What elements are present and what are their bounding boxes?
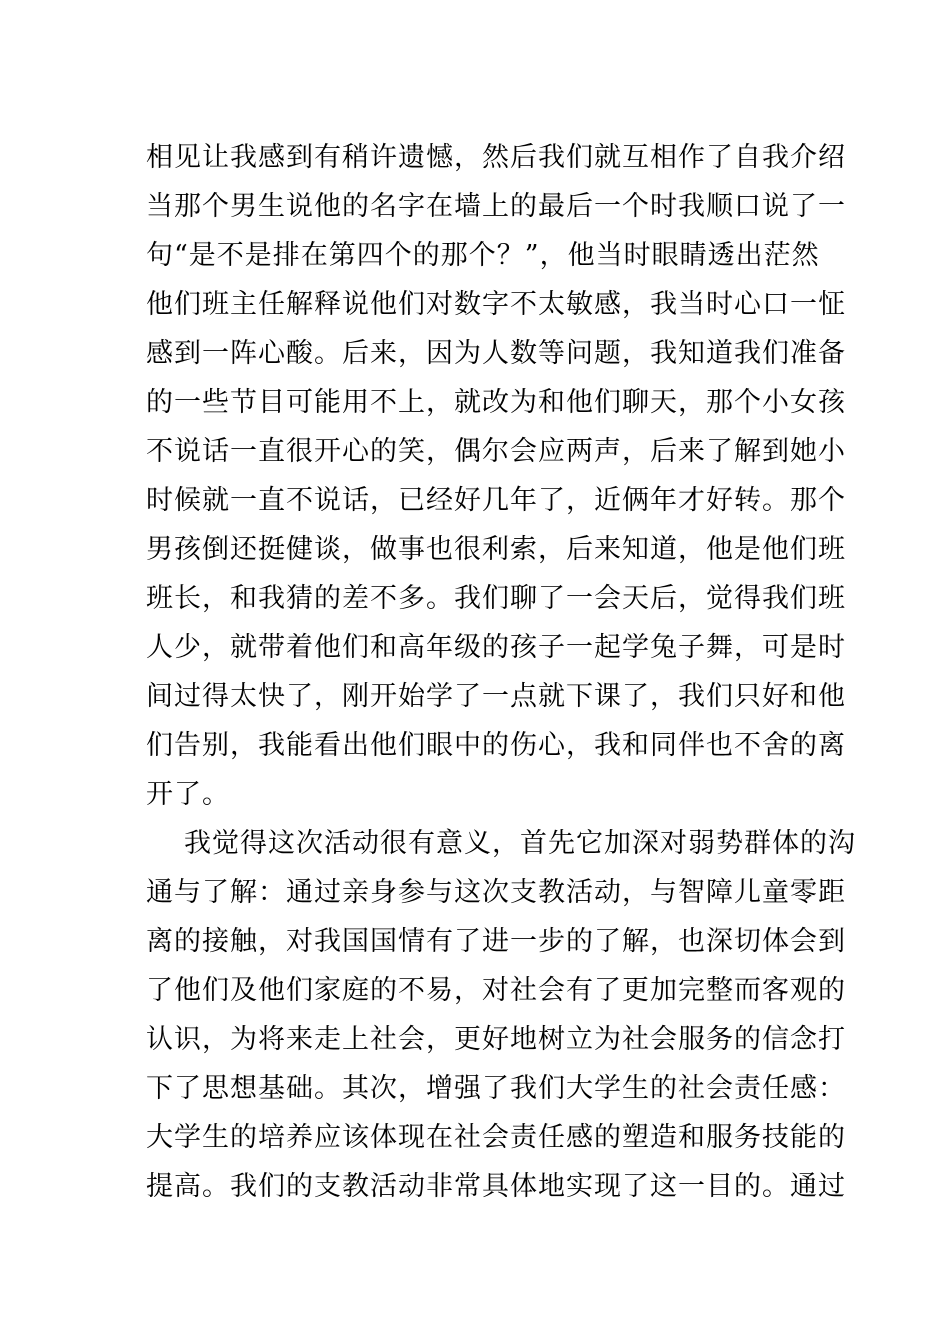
text-line: 相见让我感到有稍许遗憾，然后我们就互相作了自我介绍 xyxy=(146,142,846,173)
text-line: 大学生的培养应该体现在社会责任感的塑造和服务技能的 xyxy=(146,1122,846,1153)
text-line: 他们班主任解释说他们对数字不太敏感，我当时心口一怔 xyxy=(146,289,846,320)
text-line: 男孩倒还挺健谈，做事也很利索，后来知道，他是他们班 xyxy=(146,534,846,565)
text-line: 我觉得这次活动很有意义，首先它加深对弱势群体的沟 xyxy=(184,828,856,859)
text-line: 认识，为将来走上社会，更好地树立为社会服务的信念打 xyxy=(146,1024,846,1055)
text-line: 不说话一直很开心的笑，偶尔会应两声，后来了解到她小 xyxy=(146,436,846,467)
text-line: 当那个男生说他的名字在墙上的最后一个时我顺口说了一 xyxy=(146,191,846,222)
text-line: 句“是不是排在第四个的那个？”，他当时眼睛透出茫然 xyxy=(146,240,820,271)
text-line: 时候就一直不说话，已经好几年了，近俩年才好转。那个 xyxy=(146,485,846,516)
text-line: 开了。 xyxy=(146,779,230,810)
document-body xyxy=(146,133,856,1211)
text-line: 班长，和我猜的差不多。我们聊了一会天后，觉得我们班 xyxy=(146,583,846,614)
paragraph-1 xyxy=(146,133,846,819)
text-line: 人少，就带着他们和高年级的孩子一起学兔子舞，可是时 xyxy=(146,632,846,663)
text-line: 间过得太快了，刚开始学了一点就下课了，我们只好和他 xyxy=(146,681,846,712)
text-line: 提高。我们的支教活动非常具体地实现了这一目的。通过 xyxy=(146,1171,846,1202)
text-line: 们告别，我能看出他们眼中的伤心，我和同伴也不舍的离 xyxy=(146,730,846,761)
text-line: 了他们及他们家庭的不易，对社会有了更加完整而客观的 xyxy=(146,975,846,1006)
text-line: 下了思想基础。其次，增强了我们大学生的社会责任感： xyxy=(146,1073,846,1104)
text-line: 通与了解：通过亲身参与这次支教活动，与智障儿童零距 xyxy=(146,877,846,908)
text-line: 感到一阵心酸。后来，因为人数等问题，我知道我们准备 xyxy=(146,338,846,369)
paragraph-2 xyxy=(146,819,856,1211)
text-line: 的一些节目可能用不上，就改为和他们聊天，那个小女孩 xyxy=(146,387,846,418)
text-line: 离的接触，对我国国情有了进一步的了解，也深切体会到 xyxy=(146,926,846,957)
